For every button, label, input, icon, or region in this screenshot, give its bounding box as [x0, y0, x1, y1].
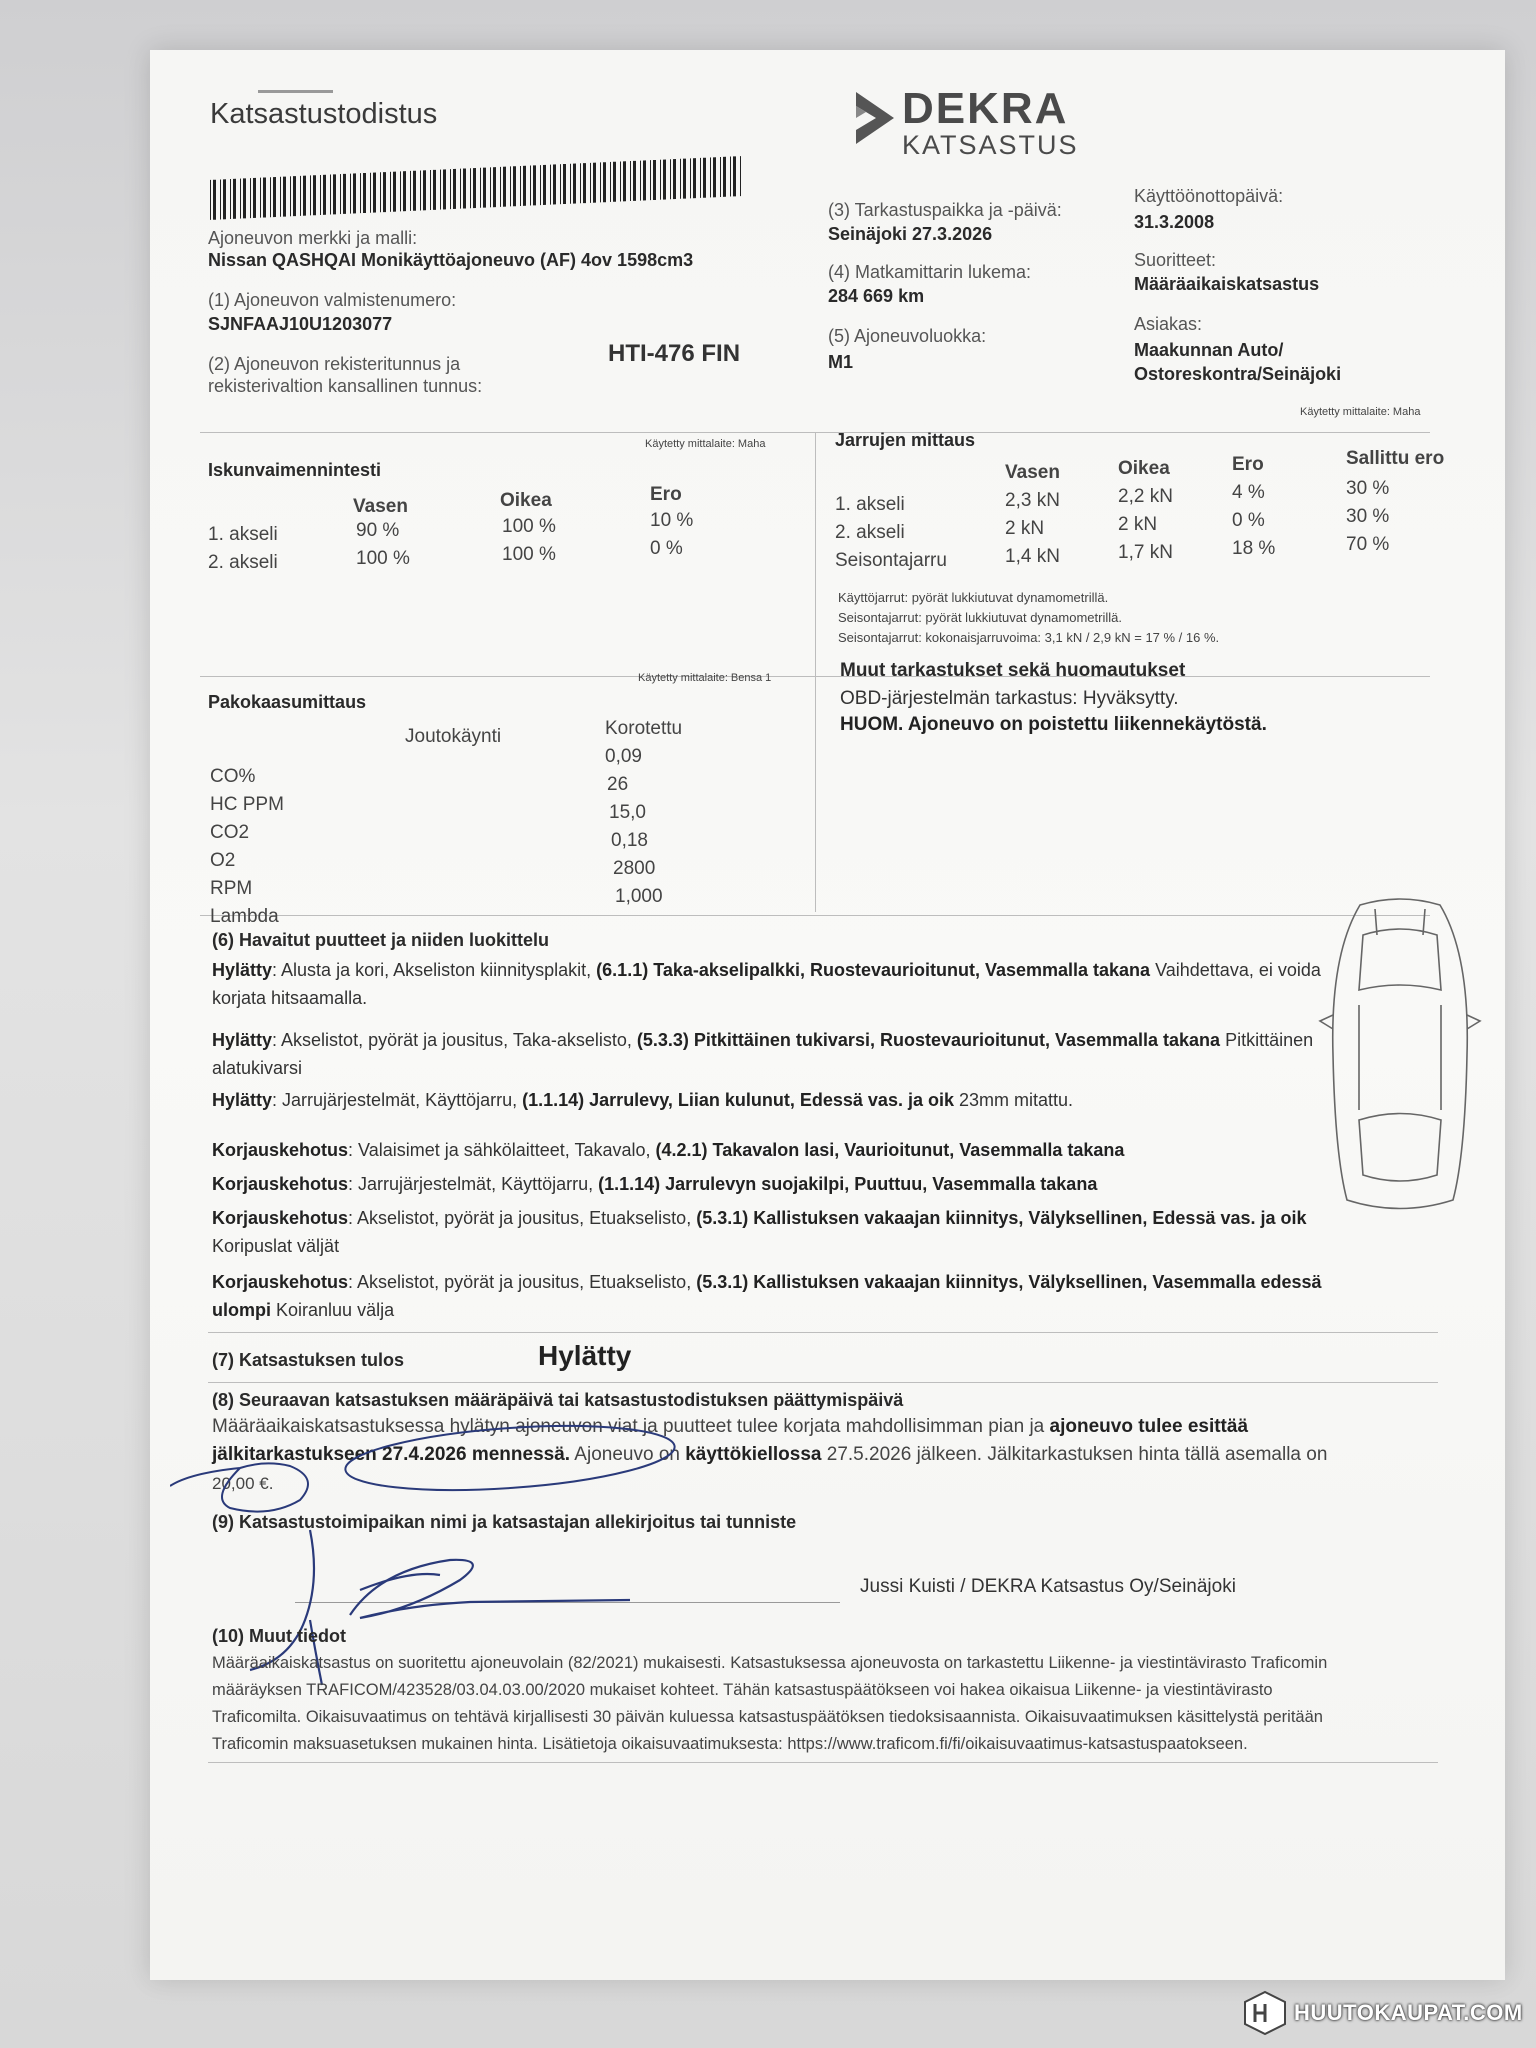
brakes-row-axle: 2. akseli — [835, 522, 905, 543]
exhaust-row-name: CO2 — [210, 822, 250, 843]
exhaust-row-value: 1,000 — [615, 886, 663, 907]
brakes-header-diff: Ero — [1232, 454, 1264, 475]
defect-code: (4.2.1) Takavalon lasi, Vaurioitunut, Vasemmalla takana — [655, 1140, 1125, 1160]
handwritten-circle-marks — [170, 1408, 730, 1518]
reinspection-price: 20,00 €. — [212, 1474, 274, 1493]
info-title: (10) Muut tiedot — [212, 1626, 346, 1646]
brakes-row-axle: 1. akseli — [835, 494, 905, 515]
performed-value: Määräaikaiskatsastus — [1134, 274, 1320, 294]
make-value: Nissan QASHQAI Monikäyttöajoneuvo (AF) 4ov 1598cm3 — [208, 250, 694, 270]
brand-subtitle: KATSASTUS — [902, 130, 1079, 160]
shock-row-axle: 2. akseli — [208, 552, 278, 573]
inspection-certificate — [150, 50, 1505, 1980]
brakes-row-right: 1,7 kN — [1118, 542, 1173, 563]
next-text: Ajoneuvo on — [570, 1444, 686, 1465]
customer-label: Asiakas: — [1134, 314, 1203, 334]
divider — [208, 1332, 1438, 1333]
exhaust-row-name: Lambda — [210, 906, 279, 927]
defect-code: (5.3.3) Pitkittäinen tukivarsi, Ruostevaurioitunut, Vasemmalla takana — [636, 1030, 1221, 1050]
info-line: Määräaikaiskatsastus on suoritettu ajoneuvolain (82/2021) mukaisesti. Katsastuksessa ajoneuvosta on tarkastettu Liikenne- ja viestintävirasto Traficomin — [212, 1654, 1328, 1672]
obd-result: OBD-järjestelmän tarkastus: Hyväksytty. — [840, 688, 1179, 709]
defect-item — [212, 956, 1372, 1012]
brakes-row-right: 2,2 kN — [1118, 486, 1173, 507]
shock-row-right: 100 % — [502, 544, 556, 565]
place-value: Seinäjoki 27.3.2026 — [828, 224, 993, 244]
shock-device: Käytetty mittalaite: Maha — [645, 438, 766, 450]
dekra-logo-icon — [850, 88, 900, 148]
defect-class: Korjauskehotus — [212, 1140, 349, 1160]
performed-label: Suoritteet: — [1134, 250, 1217, 270]
defect-class: Hylätty — [212, 960, 273, 980]
brakes-row-allowed: 30 % — [1346, 506, 1390, 527]
exhaust-title: Pakokaasumittaus — [208, 692, 367, 712]
defect-note: Koripuslat väljät — [212, 1236, 340, 1256]
defect-location: : Alusta ja kori, Akseliston kiinnitysplakit, — [272, 960, 597, 980]
defect-code: (5.3.1) Kallistuksen vakaajan kiinnitys, Välyksellinen, Edessä vas. ja oik — [696, 1208, 1307, 1228]
divider — [200, 676, 1430, 677]
brakes-row-left: 2 kN — [1005, 518, 1045, 539]
customer-value-1: Maakunnan Auto/ — [1134, 340, 1284, 360]
defect-note: 23mm mitattu. — [959, 1090, 1074, 1110]
info-line: Traficomin maksuasetuksen mukainen hinta. Lisätietoja oikaisuvaatimuksesta: https://www.traficom.fi/fi/oikaisuvaatimus-katsastuspaatokseen. — [212, 1735, 1248, 1753]
defect-note: Vaihdettava, ei voida korjata hitsaamalla. — [212, 960, 1321, 1008]
defect-class: Hylätty — [212, 1030, 273, 1050]
defect-item — [212, 1170, 1372, 1198]
brakes-row-allowed: 30 % — [1346, 478, 1390, 499]
divider — [815, 432, 816, 912]
brakes-row-allowed: 70 % — [1346, 534, 1390, 555]
exhaust-device: Käytetty mittalaite: Bensa 1 — [638, 672, 772, 684]
odometer-value: 284 669 km — [828, 286, 925, 306]
make-label: Ajoneuvon merkki ja malli: — [208, 228, 418, 248]
shock-header-diff: Ero — [650, 484, 682, 505]
brakes-header-allowed: Sallittu ero — [1346, 448, 1445, 469]
shock-header-left: Vasen — [353, 496, 408, 517]
brakes-device: Käytetty mittalaite: Maha — [1300, 406, 1421, 418]
registration-number: HTI-476 FIN — [608, 340, 741, 367]
brakes-row-axle: Seisontajarru — [835, 550, 947, 571]
defect-location: : Valaisimet ja sähkölaitteet, Takavalo, — [348, 1140, 656, 1160]
exhaust-row-value: 2800 — [613, 858, 656, 879]
defect-code: (5.3.1) Kallistuksen vakaajan kiinnitys, Välyksellinen, Vasemmalla edessä ulompi — [212, 1272, 1322, 1320]
reg-label-2: rekisterivaltion kansallinen tunnus: — [208, 376, 483, 396]
brakes-row-left: 2,3 kN — [1005, 490, 1060, 511]
brakes-header-left: Vasen — [1005, 462, 1060, 483]
next-emphasis: ajoneuvo tulee esittää — [1049, 1416, 1249, 1437]
result-value: Hylätty — [538, 1340, 632, 1371]
document-title: Katsastustodistus — [210, 98, 438, 130]
shock-row-left: 90 % — [356, 520, 400, 541]
exhaust-row-name: CO% — [210, 766, 256, 787]
brand-name: DEKRA — [902, 84, 1069, 133]
reg-label-1: (2) Ajoneuvon rekisteritunnus ja — [208, 354, 461, 374]
defect-note: Koiranluu välja — [276, 1300, 395, 1320]
brakes-note: Seisontajarrut: pyörät lukkiutuvat dynamometrillä. — [838, 610, 1122, 625]
exhaust-row-value: 15,0 — [609, 802, 646, 823]
brakes-row-right: 2 kN — [1118, 514, 1158, 535]
exhaust-col-raised: Korotettu — [605, 718, 683, 739]
defect-location: : Akselistot, pyörät ja jousitus, Etuakselisto, — [348, 1208, 697, 1228]
shock-row-diff: 10 % — [650, 510, 694, 531]
shock-row-diff: 0 % — [650, 538, 683, 559]
customer-value-2: Ostoreskontra/Seinäjoki — [1134, 364, 1342, 384]
defect-code: (6.1.1) Taka-akselipalkki, Ruostevaurioitunut, Vasemmalla takana — [596, 960, 1151, 980]
divider — [200, 915, 1430, 916]
defect-note: Pitkittäinen alatukivarsi — [212, 1030, 1314, 1078]
watermark — [1242, 1990, 1522, 2038]
defect-location: : Akselistot, pyörät ja jousitus, Taka-akselisto, — [272, 1030, 637, 1050]
defect-location: : Jarrujärjestelmät, Käyttöjarru, — [272, 1090, 523, 1110]
shock-row-axle: 1. akseli — [208, 524, 278, 545]
out-of-service-note: HUOM. Ajoneuvo on poistettu liikennekäytöstä. — [840, 714, 1267, 735]
info-line: määräyksen TRAFICOM/423528/03.04.03.00/2020 mukaiset kohteet. Tähän katsastuspäätökseen voi hakea oikaisua Liikenne- ja viestintävirasto — [212, 1681, 1273, 1699]
watermark-text: HUUTOKAUPAT.COM — [1294, 2000, 1523, 2025]
divider — [208, 1762, 1438, 1763]
next-title: (8) Seuraavan katsastuksen määräpäivä tai katsastustodistuksen päättymispäivä — [212, 1390, 904, 1410]
exhaust-row-name: HC PPM — [210, 794, 284, 815]
info-line: Traficomilta. Oikaisuvaatimus on tehtävä kirjallisesti 30 päivän kuluessa katsastuspäätöksen tiedoksisaannista. Oikaisuvaatimuksen käsittelystä peritään — [212, 1708, 1323, 1726]
cube-icon — [1242, 1990, 1288, 2036]
brakes-title: Jarrujen mittaus — [835, 430, 976, 450]
defects-title: (6) Havaitut puutteet ja niiden luokittelu — [212, 930, 550, 950]
defect-item — [212, 1204, 1372, 1260]
defect-location: : Jarrujärjestelmät, Käyttöjarru, — [348, 1174, 599, 1194]
next-text: 27.5.2026 jälkeen. Jälkitarkastuksen hinta tällä asemalla on — [821, 1444, 1328, 1465]
barcode — [208, 130, 748, 220]
defect-class: Korjauskehotus — [212, 1174, 349, 1194]
place-label: (3) Tarkastuspaikka ja -päivä: — [828, 200, 1062, 220]
defect-item — [212, 1136, 1372, 1164]
inspector-name: Jussi Kuisti / DEKRA Katsastus Oy/Seinäjoki — [860, 1576, 1236, 1597]
defect-code: (1.1.14) Jarrulevyn suojakilpi, Puuttuu, Vasemmalla takana — [598, 1174, 1098, 1194]
defect-class: Hylätty — [212, 1090, 273, 1110]
defect-code: (1.1.14) Jarrulevy, Liian kulunut, Edessä vas. ja oik — [522, 1090, 954, 1110]
class-label: (5) Ajoneuvoluokka: — [828, 326, 987, 346]
introduction-date-label: Käyttöönottopäivä: — [1134, 186, 1284, 206]
introduction-date-value: 31.3.2008 — [1134, 212, 1215, 232]
brakes-note: Seisontajarrut: kokonaisjarruvoima: 3,1 kN / 2,9 kN = 17 % / 16 %. — [838, 630, 1220, 645]
defect-class: Korjauskehotus — [212, 1272, 349, 1292]
odometer-label: (4) Matkamittarin lukema: — [828, 262, 1032, 282]
brakes-note: Käyttöjarrut: pyörät lukkiutuvat dynamometrillä. — [838, 590, 1109, 605]
exhaust-col-idle: Joutokäynti — [405, 726, 502, 747]
defect-item — [212, 1268, 1372, 1324]
next-text: Määräaikaiskatsastuksessa hylätyn ajoneuvon viat ja puutteet tulee korjata mahdollisimman pian ja — [212, 1416, 1050, 1437]
result-label: (7) Katsastuksen tulos — [212, 1350, 405, 1370]
shock-header-right: Oikea — [500, 490, 552, 511]
top-mark — [258, 90, 333, 93]
class-value: M1 — [828, 352, 854, 372]
reinspection-deadline: jälkitarkastukseen 27.4.2026 mennessä. — [212, 1444, 571, 1465]
other-title: Muut tarkastukset sekä huomautukset — [840, 660, 1186, 681]
exhaust-row-value: 0,09 — [605, 746, 642, 767]
brakes-row-diff: 18 % — [1232, 538, 1276, 559]
usage-ban: käyttökiellossa — [685, 1444, 822, 1465]
brakes-row-left: 1,4 kN — [1005, 546, 1060, 567]
exhaust-row-value: 26 — [607, 774, 629, 795]
brakes-row-diff: 4 % — [1232, 482, 1265, 503]
exhaust-row-value: 0,18 — [611, 830, 648, 851]
defect-item — [212, 1026, 1372, 1082]
exhaust-row-name: RPM — [210, 878, 253, 899]
shock-title: Iskunvaimennintesti — [208, 460, 382, 480]
defect-class: Korjauskehotus — [212, 1208, 349, 1228]
brakes-header-right: Oikea — [1118, 458, 1170, 479]
brakes-row-diff: 0 % — [1232, 510, 1265, 531]
info-paragraph — [212, 1650, 1512, 1758]
shock-row-right: 100 % — [502, 516, 556, 537]
defect-location: : Akselistot, pyörät ja jousitus, Etuakselisto, — [348, 1272, 697, 1292]
defect-item — [212, 1086, 1372, 1114]
vin-value: SJNFAAJ10U1203077 — [208, 314, 393, 334]
signature-title: (9) Katsastustoimipaikan nimi ja katsastajan allekirjoitus tai tunniste — [212, 1512, 797, 1532]
shock-row-left: 100 % — [356, 548, 410, 569]
vin-label: (1) Ajoneuvon valmistenumero: — [208, 290, 457, 310]
divider — [208, 1382, 1438, 1383]
exhaust-row-name: O2 — [210, 850, 236, 871]
